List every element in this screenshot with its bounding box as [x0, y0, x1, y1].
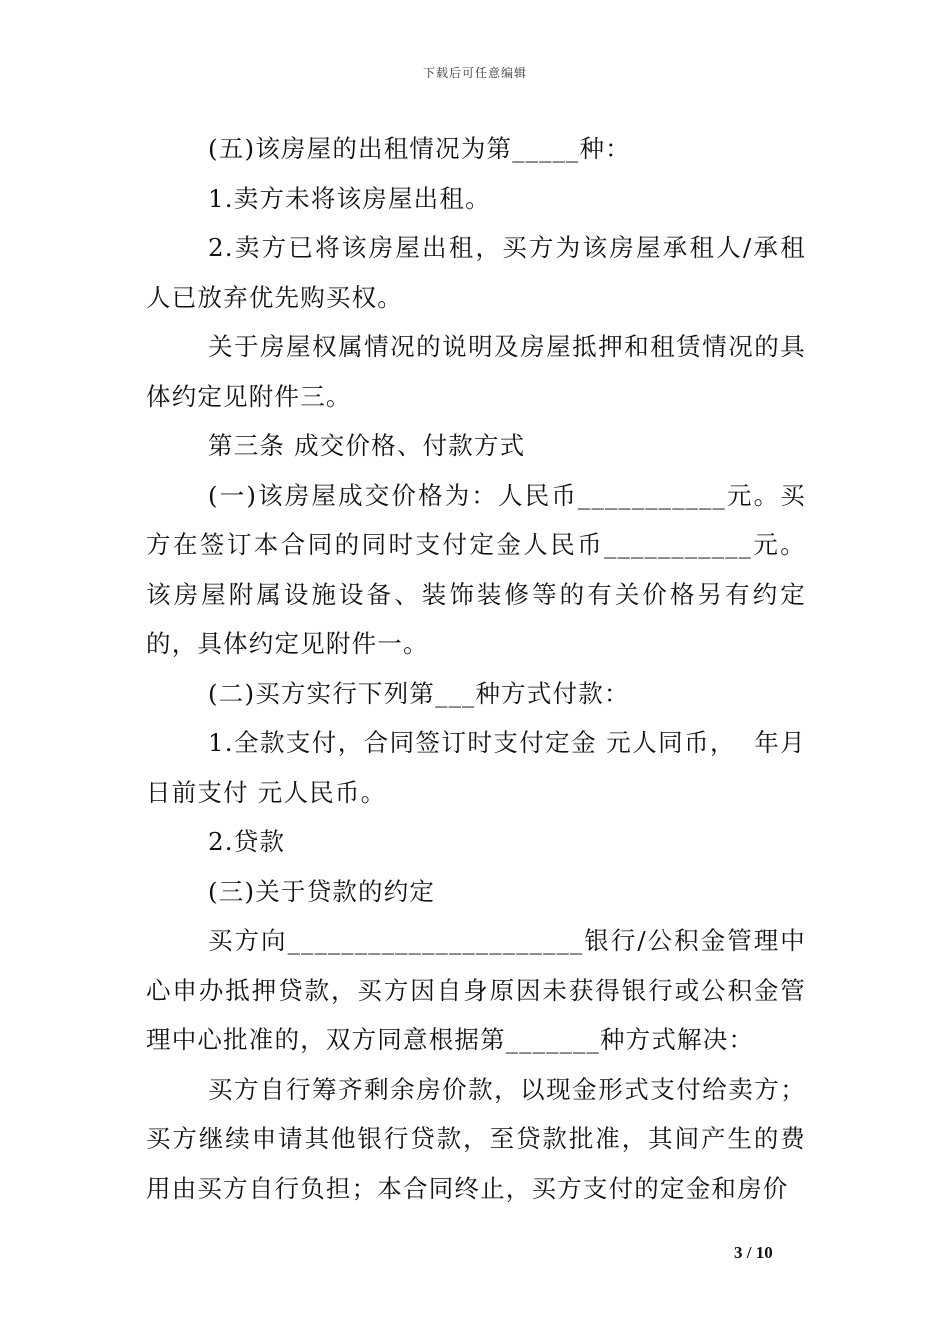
page-number: 3 / 10: [734, 1243, 773, 1262]
paragraph-not-rented: 1.卖方未将该房屋出租。: [208, 183, 491, 213]
paragraph-ownership-note: 关于房屋权属情况的说明及房屋抵押和租赁情况的具体约定见附件三。: [146, 332, 806, 411]
paragraph-rented: 2.卖方已将该房屋出租，买方为该房屋承租人/承租人已放弃优先购买权。: [146, 233, 806, 312]
paragraph-payment-method: (二)买方实行下列第___种方式付款：: [208, 678, 630, 708]
page-header-note: 下载后可任意编辑: [422, 66, 527, 80]
section-heading-article-3: 第三条 成交价格、付款方式: [208, 431, 526, 460]
paragraph-loan-options: 买方自行筹齐剩余房价款，以现金形式支付给卖方；买方继续申请其他银行贷款，至贷款批准，其间产生的费用由买方自行负担；本合同终止，买方支付的定金和房价: [146, 1074, 806, 1203]
paragraph-loan-terms-heading: (三)关于贷款的约定: [208, 876, 436, 906]
paragraph-full-payment: 1.全款支付，合同签订时支付定金 元人同币， 年月日前支付 元人民币。: [146, 728, 806, 807]
paragraph-rental-status: (五)该房屋的出租情况为第_____种：: [208, 134, 631, 163]
document-body: [146, 124, 806, 1213]
paragraph-transaction-price: (一)该房屋成交价格为：人民币___________元。买方在签订本合同的同时支付定金人民币___________元。该房屋附属设施设备、装饰装修等的有关价格另有约定的，具体约定见附件一。: [146, 480, 806, 658]
paragraph-loan-application: 买方向______________________银行/公积金管理中心申办抵押贷款，买方因自身原因未获得银行或公积金管理中心批准的，双方同意根据第_______种方式解决：: [146, 926, 806, 1054]
paragraph-loan: 2.贷款: [208, 827, 286, 856]
